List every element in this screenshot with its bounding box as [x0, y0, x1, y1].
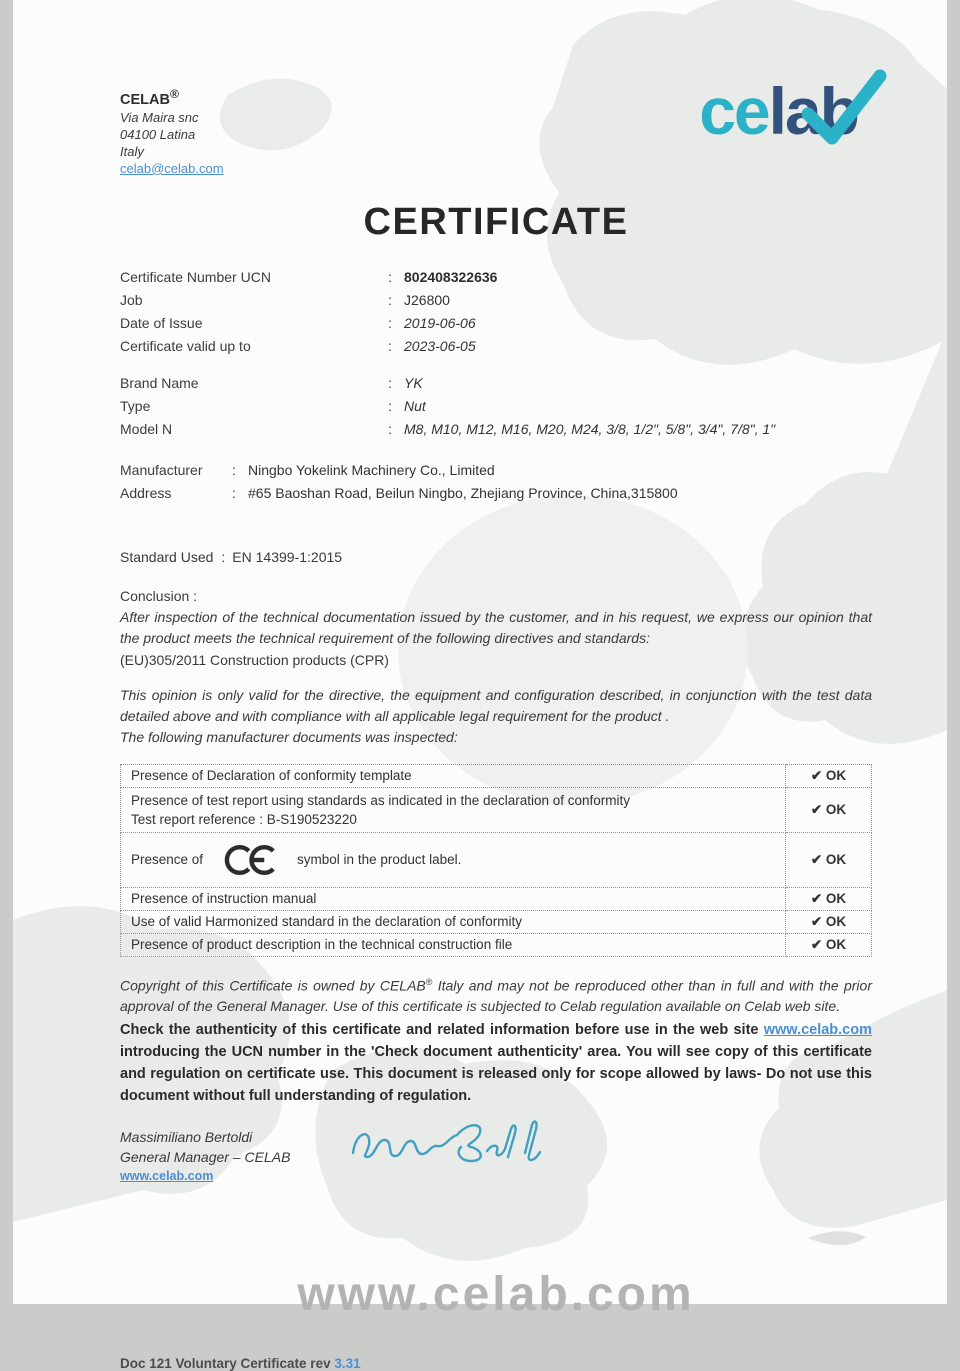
- page-title: CERTIFICATE: [363, 200, 629, 243]
- detail-row-type: [120, 395, 872, 418]
- logo-checkmark-icon: [798, 66, 890, 154]
- colon-separator: :: [388, 374, 392, 391]
- standard-label: Standard Used: [120, 548, 214, 565]
- registered-trademark-icon: ®: [425, 976, 433, 987]
- status-cell: [786, 787, 872, 832]
- company-street: Via Maira snc: [120, 109, 199, 125]
- checklist-item-line1: Presence of test report using standards as indicated in the declaration of conformity: [131, 792, 631, 808]
- checklist-item: Presence of Declaration of conformity template: [121, 764, 786, 787]
- colon-separator: :: [388, 397, 392, 414]
- company-email-link[interactable]: celab@celab.com: [120, 160, 224, 176]
- model-value: M8, M10, M12, M16, M20, M24, 3/8, 1/2", 5/8", 3/4", 7/8", 1": [404, 420, 776, 437]
- status-text: OK: [825, 801, 847, 817]
- detail-row-valid-until: [120, 335, 872, 358]
- manufacturer-row: [120, 459, 872, 482]
- checklist-item-prefix: Presence of: [131, 852, 204, 868]
- status-cell: [786, 764, 872, 787]
- conclusion-paragraph-1: After inspection of the technical documentation issued by the customer, and in his request, we express our opinion that the product meets the technical requirement of the following directives and standards:: [120, 608, 872, 646]
- company-city: 04100 Latina: [120, 126, 196, 142]
- table-row: [121, 832, 872, 887]
- detail-row-ucn: [120, 266, 872, 289]
- issue-date-value: 2019-06-06: [404, 314, 476, 331]
- authenticity-paragraph: [120, 1019, 872, 1107]
- address-value: #65 Baoshan Road, Beilun Ningbo, Zhejiang Province, China,315800: [248, 484, 678, 501]
- checklist-item: Presence of product description in the technical construction file: [121, 933, 786, 956]
- address-label: Address: [120, 484, 172, 501]
- certificate-details: [120, 266, 872, 441]
- detail-label: Model N: [120, 420, 173, 437]
- standard-value: EN 14399-1:2015: [232, 548, 343, 565]
- logo-text-lab: lab: [768, 74, 858, 148]
- manufacturer-value: Ningbo Yokelink Machinery Co., Limited: [248, 461, 495, 478]
- status-text: OK: [825, 890, 847, 906]
- signer-name: Massimiliano Bertoldi: [120, 1129, 253, 1146]
- checklist-item: Presence of instruction manual: [121, 887, 786, 910]
- table-row: [121, 910, 872, 933]
- ce-marking-icon: [221, 844, 279, 876]
- signature-website-link[interactable]: www.celab.com: [120, 1169, 214, 1184]
- type-value: Nut: [404, 397, 426, 414]
- address-row: [120, 482, 872, 505]
- job-value: J26800: [404, 291, 450, 308]
- detail-row-issue-date: [120, 312, 872, 335]
- standard-used-line: [120, 549, 872, 565]
- checklist-item: [121, 832, 786, 887]
- status-cell: [786, 933, 872, 956]
- celab-logo: [699, 74, 872, 148]
- directive-reference: (EU)305/2011 Construction products (CPR): [120, 651, 389, 668]
- colon-separator: :: [388, 314, 392, 331]
- detail-label: Date of Issue: [120, 314, 203, 331]
- status-cell: [786, 887, 872, 910]
- colon-separator: :: [232, 461, 236, 478]
- doc-label: Doc 121 Voluntary Certificate rev: [120, 1356, 331, 1371]
- copyright-text-1: Copyright of this Certificate is owned by CELAB: [120, 977, 426, 994]
- doc-revision-number: 3.31: [334, 1356, 361, 1371]
- table-row: [121, 787, 872, 832]
- colon-separator: :: [388, 337, 392, 354]
- colon-separator: :: [388, 291, 392, 308]
- certificate-number-value: 802408322636: [404, 268, 498, 285]
- authenticity-text-post: introducing the UCN number in the 'Check document authenticity' area. You will see copy of this certificate and regulation on certificate use. This document is released only for scope allowed by laws- Do not use this document without full understanding of regulation.: [120, 1044, 872, 1105]
- authenticity-text-pre: Check the authenticity of this certificate and related information before use in the web site: [120, 1022, 764, 1039]
- certificate-page: [13, 0, 947, 1371]
- status-cell: [786, 832, 872, 887]
- checklist-item: Use of valid Harmonized standard in the declaration of conformity: [121, 910, 786, 933]
- company-name-text: CELAB: [120, 91, 170, 108]
- conclusion-paragraph-3: The following manufacturer documents was inspected:: [120, 728, 458, 745]
- table-row: [121, 933, 872, 956]
- status-text: OK: [825, 767, 847, 783]
- detail-label: Job: [120, 291, 143, 308]
- conclusion-paragraph-2: This opinion is only valid for the directive, the equipment and configuration described, in conjunction with the test data detailed above and with compliance with all applicable legal requirement for the product .: [120, 686, 872, 724]
- copyright-text-2: Italy and may not be reproduced other than in full and with the prior approval of the General Manager. Use of this certificate is subjected to Celab regulation available on Celab web site.: [120, 977, 872, 1015]
- footer-url-watermark: www.celab.com: [297, 1268, 695, 1322]
- status-text: OK: [825, 851, 847, 867]
- handwritten-signature: [345, 1113, 580, 1175]
- detail-row-model: [120, 418, 872, 441]
- colon-separator: :: [232, 484, 236, 501]
- inspection-checklist-table: [120, 764, 872, 957]
- detail-label: Brand Name: [120, 374, 199, 391]
- test-report-reference: Test report reference : B-S190523220: [131, 811, 357, 827]
- check-icon: ✔: [810, 936, 823, 952]
- colon-separator: :: [388, 268, 392, 285]
- conclusion-section: [120, 585, 872, 748]
- logo-text-ce: ce: [699, 74, 769, 148]
- copyright-paragraph: [120, 972, 872, 1018]
- detail-row-job: [120, 289, 872, 312]
- table-row: [121, 764, 872, 787]
- manufacturer-block: [120, 459, 872, 505]
- check-icon: ✔: [810, 890, 823, 906]
- detail-label: Type: [120, 397, 151, 414]
- detail-label: Certificate valid up to: [120, 337, 251, 354]
- checklist-item-suffix: symbol in the product label.: [297, 852, 462, 868]
- status-text: OK: [825, 936, 847, 952]
- celab-website-link[interactable]: www.celab.com: [763, 1022, 872, 1039]
- colon-separator: :: [221, 548, 226, 565]
- check-icon: ✔: [810, 767, 823, 783]
- table-row: [121, 887, 872, 910]
- manufacturer-label: Manufacturer: [120, 461, 203, 478]
- check-icon: ✔: [810, 801, 823, 817]
- status-cell: [786, 910, 872, 933]
- signature-block: [120, 1127, 872, 1183]
- conclusion-heading: Conclusion :: [120, 587, 198, 604]
- doc-revision-line: [120, 1356, 872, 1371]
- valid-until-value: 2023-06-05: [404, 337, 476, 354]
- check-icon: ✔: [810, 913, 823, 929]
- company-country: Italy: [120, 143, 144, 159]
- detail-label: Certificate Number UCN: [120, 268, 271, 285]
- registered-trademark-icon: ®: [169, 87, 179, 101]
- signer-role: General Manager – CELAB: [120, 1149, 291, 1166]
- checklist-item: [121, 787, 786, 832]
- brand-value: YK: [404, 374, 423, 391]
- status-text: OK: [825, 913, 847, 929]
- detail-row-brand: [120, 372, 872, 395]
- check-icon: ✔: [810, 851, 823, 867]
- colon-separator: :: [388, 420, 392, 437]
- certificate-header: [120, 0, 872, 177]
